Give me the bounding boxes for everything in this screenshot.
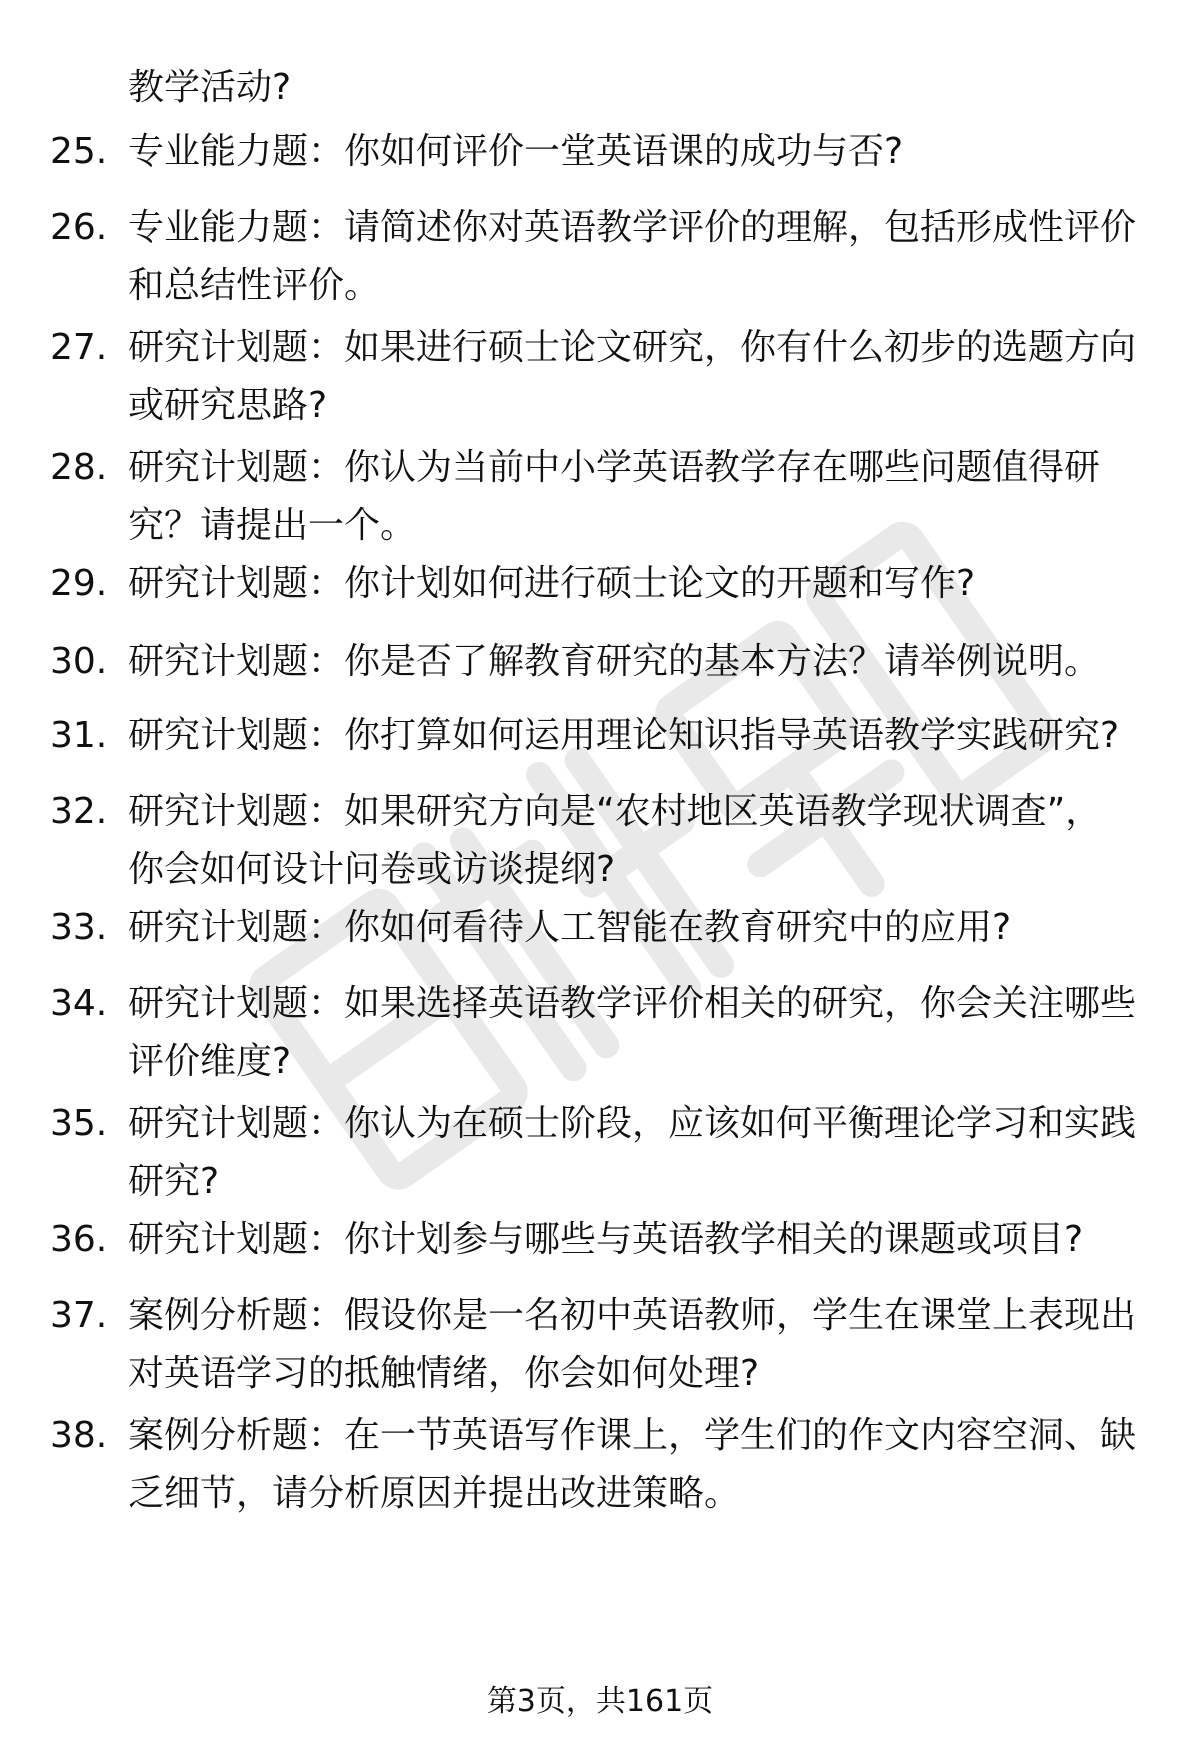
- question-text-line: 研究计划题：你认为当前中小学英语教学存在哪些问题值得研: [128, 447, 1101, 488]
- question-number: 26.: [50, 207, 108, 248]
- page-footer: 第3页，共161页: [486, 1684, 714, 1719]
- question-number: 34.: [50, 983, 108, 1024]
- question-text-line: 究？请提出一个。: [128, 505, 417, 546]
- question-text-line: 研究计划题：你打算如何运用理论知识指导英语教学实践研究?: [128, 715, 1120, 756]
- question-text: [128, 324, 1140, 430]
- question-number: 38.: [50, 1415, 108, 1456]
- question-number: 37.: [50, 1295, 108, 1336]
- question-text: [128, 1100, 1140, 1206]
- question-number: 35.: [50, 1103, 108, 1144]
- question-number: 36.: [50, 1219, 108, 1260]
- question-number: 31.: [50, 715, 108, 756]
- question-text: [128, 638, 1140, 686]
- question-number: 28.: [50, 447, 108, 488]
- question-number: 30.: [50, 641, 108, 682]
- question-text: [128, 560, 1140, 608]
- question-text-line: 案例分析题：在一节英语写作课上，学生们的作文内容空洞、缺: [128, 1415, 1137, 1456]
- question-number: 29.: [50, 563, 108, 604]
- question-text-line: 专业能力题：请简述你对英语教学评价的理解，包括形成性评价: [128, 207, 1137, 248]
- question-number: 25.: [50, 131, 108, 172]
- question-text: [128, 444, 1140, 550]
- question-text: [128, 1412, 1140, 1518]
- question-text-line: 乏细节，请分析原因并提出改进策略。: [128, 1473, 741, 1514]
- question-number: 33.: [50, 907, 108, 948]
- question-text-line: 专业能力题：你如何评价一堂英语课的成功与否?: [128, 131, 904, 172]
- question-text-line: 研究计划题：你计划如何进行硕士论文的开题和写作?: [128, 563, 976, 604]
- question-text-line: 或研究思路?: [128, 385, 328, 426]
- question-number: 32.: [50, 791, 108, 832]
- question-text-line: 你会如何设计问卷或访谈提纲?: [128, 849, 616, 890]
- question-text-line: 评价维度?: [128, 1041, 292, 1082]
- question-text: [128, 788, 1140, 894]
- question-text-line: 和总结性评价。: [128, 265, 381, 306]
- question-text: [128, 128, 1140, 176]
- question-text-line: 研究计划题：你是否了解教育研究的基本方法？请举例说明。: [128, 641, 1101, 682]
- continued-question-text: 教学活动?: [128, 67, 292, 108]
- question-text-line: 研究计划题：如果研究方向是“农村地区英语教学现状调查”，: [128, 791, 1102, 832]
- question-text-line: 研究计划题：你认为在硕士阶段，应该如何平衡理论学习和实践: [128, 1103, 1137, 1144]
- question-text: [128, 980, 1140, 1086]
- question-text-line: 研究计划题：你如何看待人工智能在教育研究中的应用?: [128, 907, 1012, 948]
- question-text: [128, 1216, 1140, 1264]
- question-text-line: 研究计划题：如果选择英语教学评价相关的研究，你会关注哪些: [128, 983, 1137, 1024]
- question-text: [128, 904, 1140, 952]
- question-text-line: 研究计划题：如果进行硕士论文研究，你有什么初步的选题方向: [128, 327, 1137, 368]
- question-number: 27.: [50, 327, 108, 368]
- question-text-line: 案例分析题：假设你是一名初中英语教师，学生在课堂上表现出: [128, 1295, 1137, 1336]
- question-text: [128, 1292, 1140, 1398]
- question-text-line: 对英语学习的抵触情绪，你会如何处理?: [128, 1353, 760, 1394]
- question-text: [128, 204, 1140, 310]
- question-text-line: 研究计划题：你计划参与哪些与英语教学相关的课题或项目?: [128, 1219, 1084, 1260]
- question-text-line: 研究?: [128, 1161, 220, 1202]
- question-text: [128, 712, 1140, 760]
